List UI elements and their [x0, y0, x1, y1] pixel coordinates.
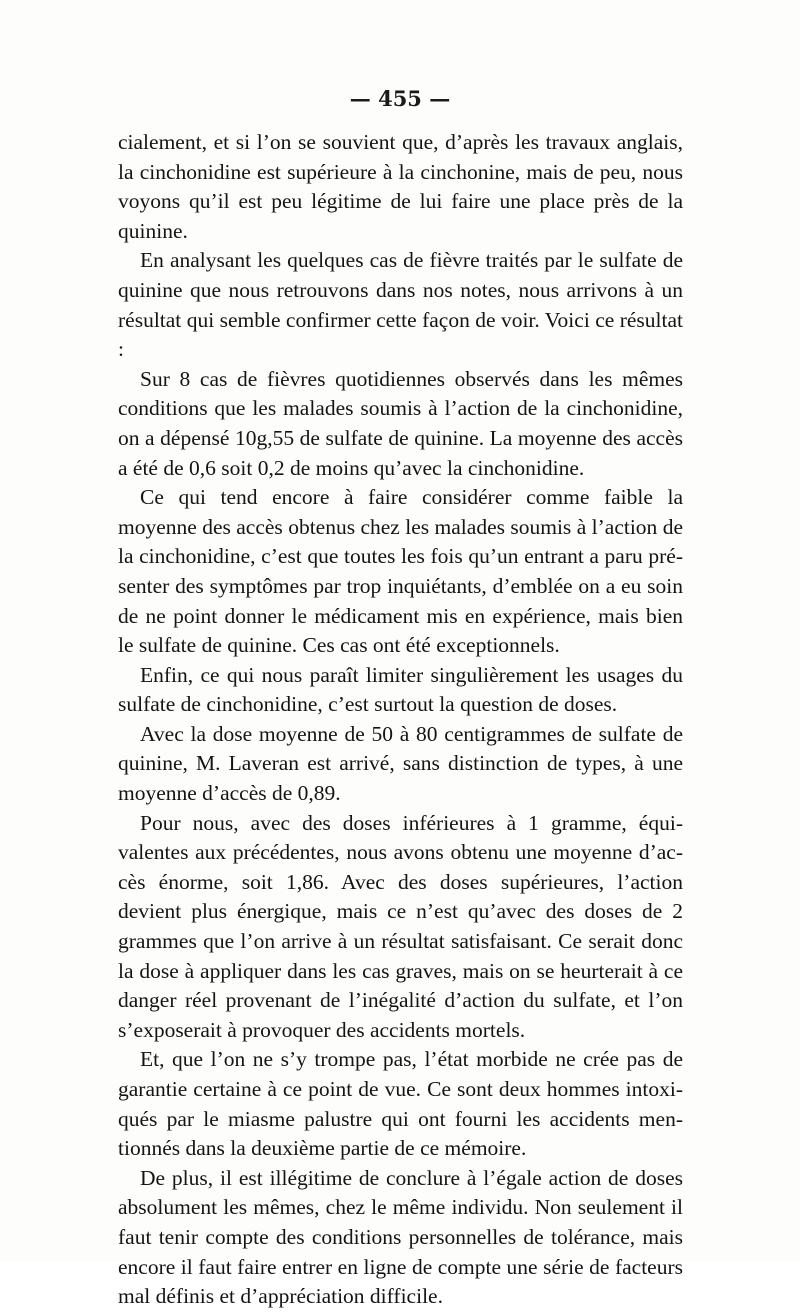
- paragraph-1: cialement, et si l’on se souvient que, d’après les travaux anglais, la cinchonidine est supérieure à la cinchonine, mais de peu, nous voyons qu’il est peu légitime de lui faire une place près de la quinine.: [118, 130, 683, 243]
- page-number: — 455 —: [349, 86, 451, 111]
- paragraph-5: Enfin, ce qui nous paraît limiter singulièrement les usages du sulfate de cinchonidine, c’est surtout la question de doses.: [118, 662, 683, 717]
- paragraph-8: Et, que l’on ne s’y trompe pas, l’état morbide ne crée pas de garantie certaine à ce point de vue. Ce sont deux hommes intoxiqués par le miasme palustre qui ont fourni les accidents mentionnés dans la deuxième partie de ce mémoire.: [118, 1047, 683, 1161]
- paragraph-9: De plus, il est illégitime de conclure à l’égale action de doses absolument les mêmes, chez le même individu. Non seulement il faut tenir compte des conditions personnelles de tolérance, mais encore il faut faire entrer en ligne de compte une série de facteurs mal définis et d’appréciation difficile.: [118, 1165, 683, 1309]
- paragraph-6: Avec la dose moyenne de 50 à 80 centigrammes de sulfate de quinine, M. Laveran est arrivé, sans distinction de types, à une moyenne d’accès de 0,89.: [118, 721, 683, 806]
- body-text: [118, 128, 683, 1312]
- paragraph-4: Ce qui tend encore à faire considérer comme faible la moyenne des accès obtenus chez les malades soumis à l’action de la cinchonidine, c’est que toutes les fois qu’un entrant a paru présenter des symptômes par trop inquiétants, d’emblée on a eu soin de ne point donner le médicament mis en expérience, mais bien le sulfate de quinine. Ces cas ont été exceptionnels.: [118, 485, 683, 658]
- paragraph-7: Pour nous, avec des doses inférieures à 1 gramme, équivalentes aux précédentes, nous avons obtenu une moyenne d’accès énorme, soit 1,86. Avec des doses supérieures, l’action devient plus énergique, mais ce n’est qu’avec des doses de 2 grammes que l’on arrive à un résultat satisfaisant. Ce serait donc la dose à appliquer dans les cas graves, mais on se heurterait à ce danger réel provenant de l’inégalité d’action du sulfate, et l’on s’exposerait à provoquer des accidents mortels.: [118, 810, 683, 1042]
- paragraph-2: En analysant les quelques cas de fièvre traités par le sulfate de quinine que nous retrouvons dans nos notes, nous arrivons à un résultat qui semble confirmer cette façon de voir. Voici ce résultat :: [118, 248, 683, 362]
- paragraph-3: Sur 8 cas de fièvres quotidiennes observés dans les mêmes conditions que les malades soumis à l’action de la cinchonidine, on a dépensé 10g,55 de sulfate de quinine. La moyenne des accès a été de 0,6 soit 0,2 de moins qu’avec la cinchonidine.: [118, 366, 683, 480]
